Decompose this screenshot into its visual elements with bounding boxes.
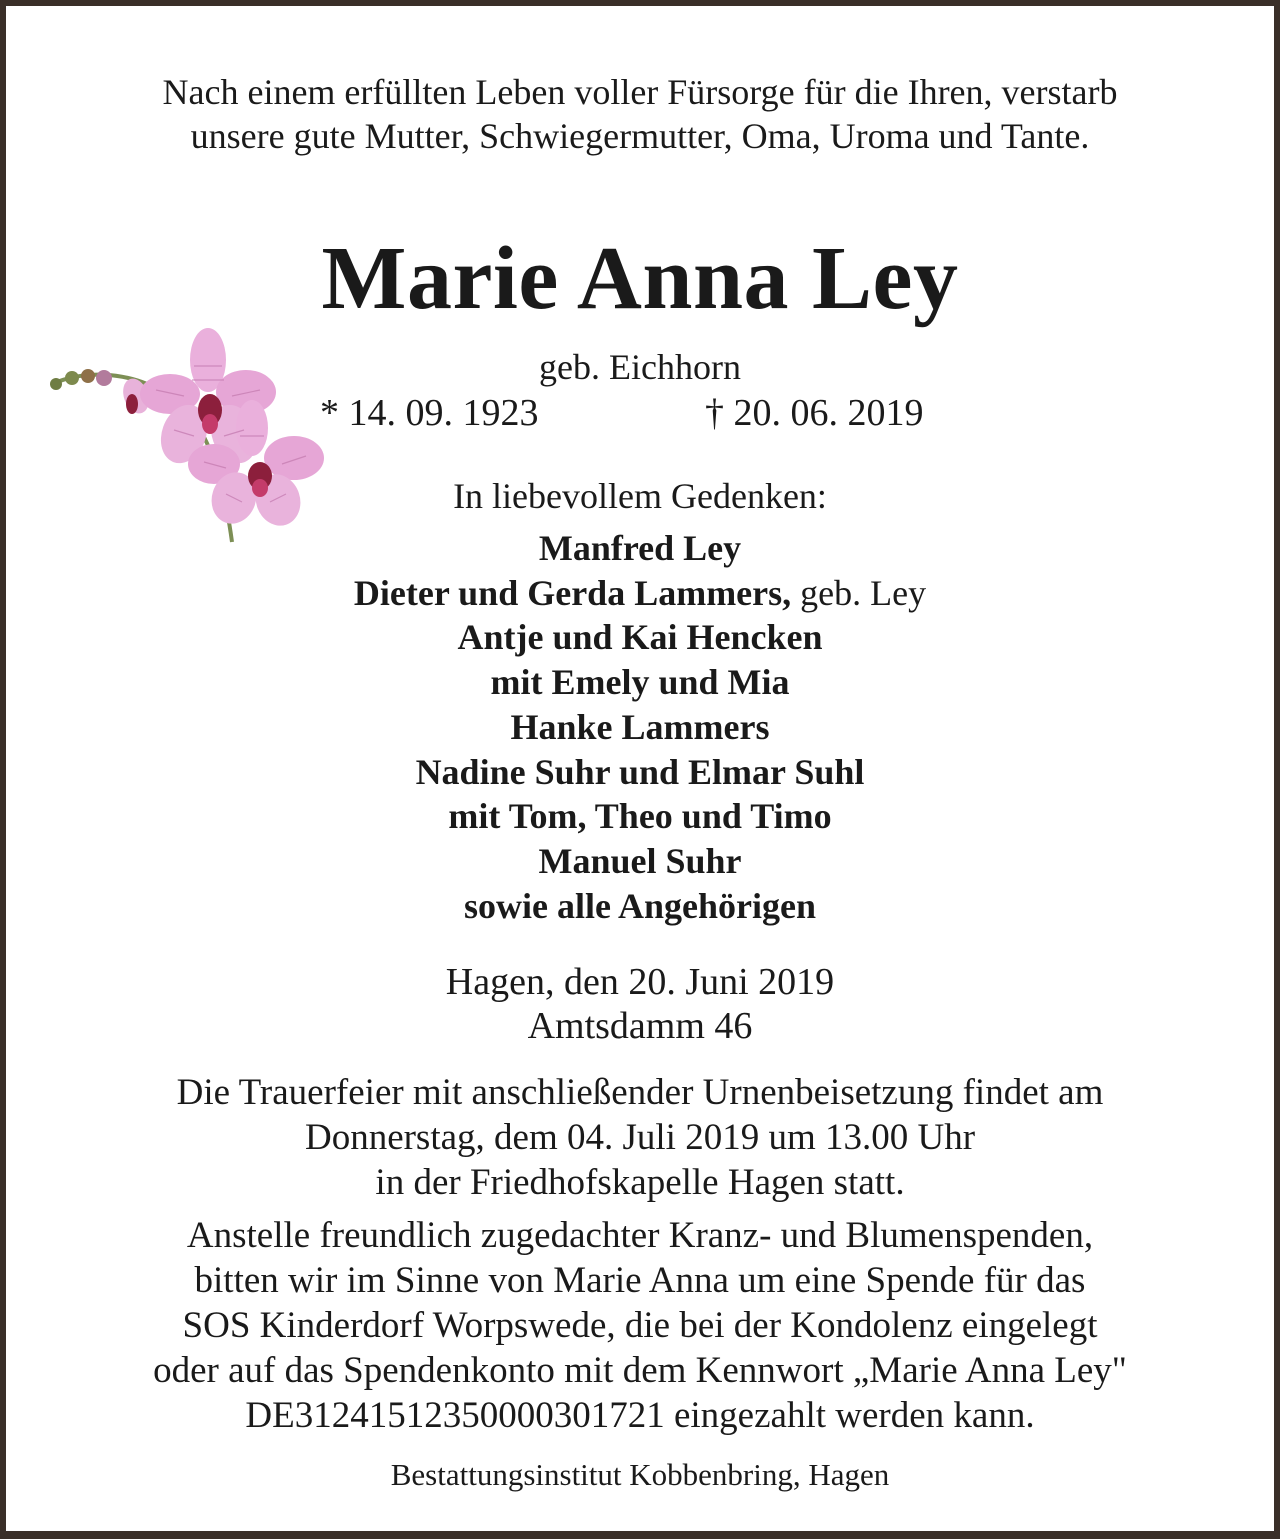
- birth-name: geb. Eichhorn: [539, 347, 741, 387]
- birth-date: * 14. 09. 1923: [320, 392, 539, 434]
- donation-line: SOS Kinderdorf Worpswede, die bei der Kondolenz eingelegt: [182, 1305, 1098, 1346]
- mourner-line: Dieter und Gerda Lammers, geb. Ley: [353, 572, 927, 613]
- intro-line: Nach einem erfüllten Leben voller Fürsorge für die Ihren, verstarb: [162, 72, 1118, 112]
- donation-line: DE31241512350000301721 eingezahlt werden kann.: [245, 1395, 1035, 1436]
- intro-line: unsere gute Mutter, Schwiegermutter, Oma, Uroma und Tante.: [190, 116, 1090, 156]
- death-date: † 20. 06. 2019: [705, 392, 924, 434]
- mourners-list: [0, 526, 1280, 928]
- address-line: Amtsdamm 46: [527, 1005, 753, 1047]
- mourner-line: mit Tom, Theo und Timo: [448, 796, 832, 837]
- memory-line: In liebevollem Gedenken:: [453, 476, 827, 516]
- mourner-line: Manfred Ley: [538, 528, 742, 568]
- funeral-home: Bestattungsinstitut Kobbenbring, Hagen: [390, 1457, 890, 1492]
- mourner-line: Hanke Lammers: [510, 706, 770, 747]
- service-line: Donnerstag, dem 04. Juli 2019 um 13.00 Uhr: [304, 1117, 976, 1158]
- mourner-line: Antje und Kai Hencken: [457, 617, 823, 658]
- service-line: in der Friedhofskapelle Hagen statt.: [375, 1162, 905, 1203]
- intro-text: [0, 70, 1280, 158]
- donation-line: oder auf das Spendenkonto mit dem Kennwort „Marie Anna Ley": [153, 1350, 1127, 1391]
- service-line: Die Trauerfeier mit anschließender Urnenbeisetzung findet am: [176, 1072, 1104, 1113]
- service-info: [0, 1070, 1280, 1205]
- place-line: Hagen, den 20. Juni 2019: [445, 961, 835, 1003]
- deceased-name: Marie Anna Ley: [321, 229, 959, 328]
- mourner-line: Nadine Suhr und Elmar Suhl: [415, 751, 865, 792]
- donation-info: [0, 1213, 1280, 1438]
- donation-line: bitten wir im Sinne von Marie Anna um eine Spende für das: [194, 1260, 1086, 1301]
- mourner-line: Manuel Suhr: [538, 840, 742, 881]
- place-and-date: [0, 960, 1280, 1048]
- mourner-line: mit Emely und Mia: [490, 662, 790, 703]
- donation-line: Anstelle freundlich zugedachter Kranz- und Blumenspenden,: [186, 1215, 1094, 1256]
- mourner-line: sowie alle Angehörigen: [464, 885, 816, 926]
